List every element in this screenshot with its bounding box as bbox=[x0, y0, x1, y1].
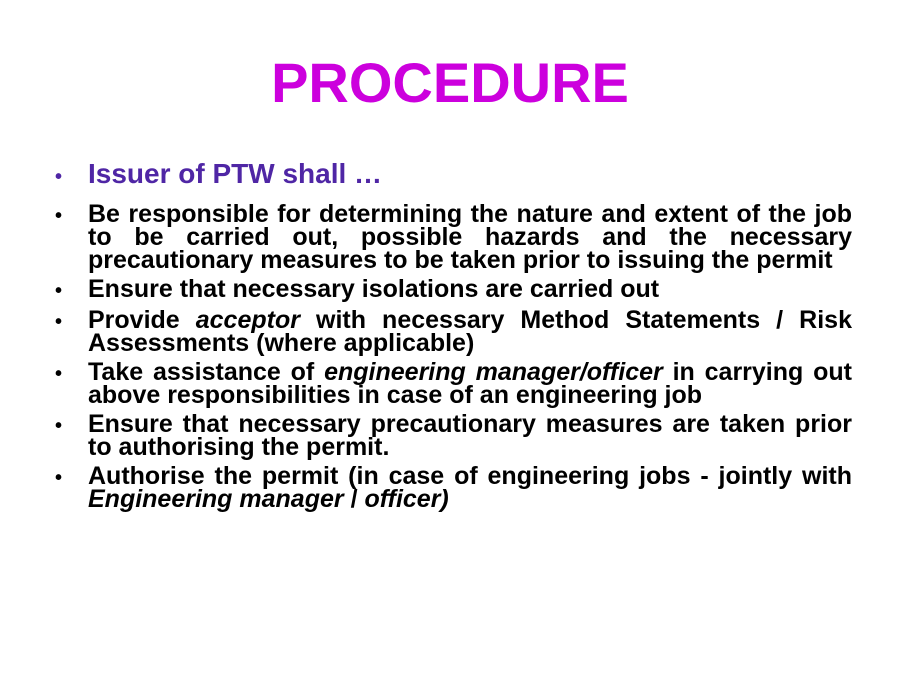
bullet-text bbox=[88, 275, 852, 303]
italic-text-segment: acceptor bbox=[195, 306, 300, 334]
bullet-item bbox=[55, 158, 900, 190]
bullet-item bbox=[55, 275, 900, 303]
text-segment: to authorising the permit. bbox=[88, 433, 390, 461]
text-segment: Assessments (where applicable) bbox=[88, 329, 475, 357]
bullet-dot-icon: • bbox=[55, 205, 63, 227]
text-segment: Take assistance of bbox=[88, 358, 325, 386]
bullet-dot-icon: • bbox=[55, 415, 63, 437]
bullet-dot-icon: • bbox=[55, 467, 63, 489]
text-segment: above responsibilities in case of an engineering job bbox=[88, 381, 703, 409]
text-segment: precautionary measures to be taken prior to issuing the permit bbox=[88, 246, 833, 274]
bullet-dot-icon: • bbox=[55, 166, 63, 188]
bullet-text bbox=[88, 462, 852, 513]
text-segment: Ensure that necessary precautionary measures are taken prior bbox=[88, 410, 852, 438]
bullet-text-line bbox=[88, 158, 852, 189]
bullet-item bbox=[55, 410, 900, 461]
text-segment: Be responsible for determining the nature and extent of the job bbox=[88, 200, 852, 228]
text-segment: to be carried out, possible hazards and the necessary bbox=[88, 223, 852, 251]
bullet-text-line bbox=[88, 329, 852, 357]
bullet-item bbox=[55, 200, 900, 274]
text-segment: in carrying out bbox=[662, 358, 852, 386]
bullet-text bbox=[88, 306, 852, 357]
italic-text-segment: engineering manager/officer bbox=[324, 358, 663, 386]
bullet-list bbox=[0, 158, 900, 513]
bullet-text bbox=[88, 158, 852, 189]
bullet-text bbox=[88, 200, 852, 274]
bullet-text-line bbox=[88, 381, 852, 409]
text-segment: / bbox=[343, 485, 365, 513]
bullet-text-line bbox=[88, 485, 852, 513]
bullet-item bbox=[55, 462, 900, 513]
bullet-text bbox=[88, 410, 852, 461]
italic-text-segment: Engineering manager bbox=[88, 485, 344, 513]
bullet-dot-icon: • bbox=[55, 311, 63, 333]
text-segment: with necessary Method Statements / Risk bbox=[299, 306, 852, 334]
bullet-text-line bbox=[88, 275, 852, 303]
slide-title: PROCEDURE bbox=[271, 51, 629, 114]
bullet-item bbox=[55, 358, 900, 409]
bullet-text-line bbox=[88, 433, 852, 461]
bullet-text bbox=[88, 358, 852, 409]
bullet-item bbox=[55, 306, 900, 357]
text-segment: Issuer of PTW shall … bbox=[88, 158, 383, 189]
bullet-dot-icon: • bbox=[55, 280, 63, 302]
text-segment: Provide bbox=[88, 306, 196, 334]
text-segment: Ensure that necessary isolations are carried out bbox=[88, 275, 660, 303]
italic-text-segment: officer) bbox=[364, 485, 449, 513]
bullet-text-line bbox=[88, 246, 852, 274]
text-segment: Authorise the permit (in case of engineering jobs - jointly with bbox=[88, 462, 852, 490]
bullet-dot-icon: • bbox=[55, 363, 63, 385]
